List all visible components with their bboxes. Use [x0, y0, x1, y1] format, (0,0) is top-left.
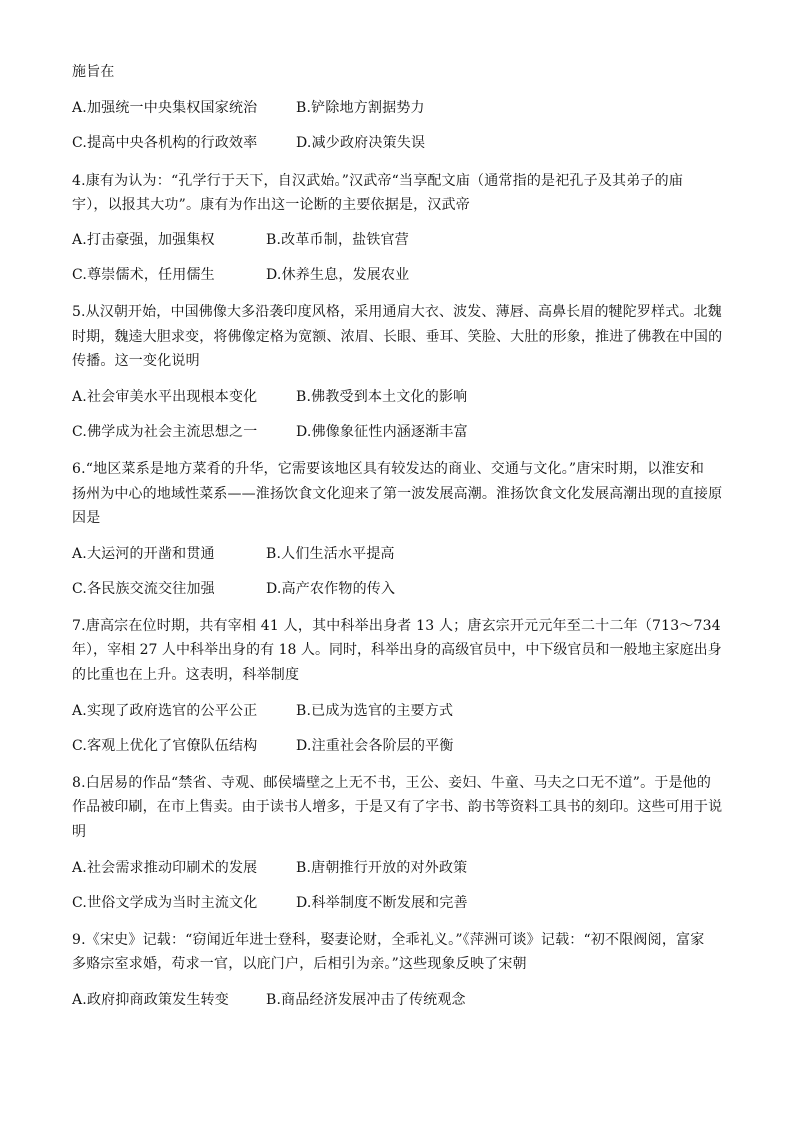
q3-stem-tail: 施旨在 — [72, 64, 115, 80]
q6-option-b[interactable]: B.人们生活水平提高 — [266, 546, 395, 562]
q4-option-a[interactable]: A.打击豪强，加强集权 — [72, 232, 215, 248]
q3-option-a[interactable]: A.加强统一中央集权国家统治 — [72, 100, 258, 116]
q4-stem-line-1: 4.康有为认为：“孔学行于天下，自汉武始。”汉武帝“当享配文庙（通常指的是祀孔子及其弟子的庙 — [72, 173, 684, 189]
q5-stem-line-3: 传播。这一变化说明 — [72, 353, 200, 369]
q9-option-a[interactable]: A.政府抑商政策发生转变 — [72, 992, 229, 1008]
q5-option-c[interactable]: C.佛学成为社会主流思想之一 — [72, 424, 258, 440]
q8-option-d[interactable]: D.科举制度不断发展和完善 — [296, 895, 468, 911]
q3-option-c[interactable]: C.提高中央各机构的行政效率 — [72, 135, 258, 151]
q4-stem-line-2: 宇），以报其大功”。康有为作出这一论断的主要依据是，汉武帝 — [72, 197, 470, 213]
q8-stem-line-1: 8.白居易的作品“禁省、寺观、邮侯墙壁之上无不书，王公、妾妇、牛童、马夫之口无不道”。于是他的 — [72, 775, 712, 791]
q9-option-b[interactable]: B.商品经济发展冲击了传统观念 — [266, 992, 466, 1008]
q8-stem-line-2: 作品被印刷，在市上售卖。由于读书人增多，于是又有了字书、韵书等资料工具书的刻印。这些可用于说 — [72, 799, 723, 815]
q6-option-a[interactable]: A.大运河的开凿和贯通 — [72, 546, 215, 562]
q9-stem-line-2: 多赂宗室求婚，苟求一官，以庇门户，后相引为亲。”这些现象反映了宋朝 — [72, 956, 527, 972]
q7-option-d[interactable]: D.注重社会各阶层的平衡 — [296, 738, 454, 754]
q7-option-c[interactable]: C.客观上优化了官僚队伍结构 — [72, 738, 258, 754]
q7-option-a[interactable]: A.实现了政府选官的公平公正 — [72, 703, 258, 719]
q6-option-c[interactable]: C.各民族交流交往加强 — [72, 581, 215, 597]
q5-stem-line-2: 时期，魏逵大胆求变，将佛像定格为宽额、浓眉、长眼、垂耳、笑脸、大肚的形象，推进了佛教在中国的 — [72, 329, 723, 345]
q6-stem-line-3: 因是 — [72, 510, 101, 526]
q8-stem-line-3: 明 — [72, 824, 87, 840]
q3-option-b[interactable]: B.铲除地方割据势力 — [296, 100, 425, 116]
q4-option-d[interactable]: D.休养生息，发展农业 — [266, 267, 410, 283]
q5-option-d[interactable]: D.佛像象征性内涵逐渐丰富 — [296, 424, 468, 440]
q7-stem-line-2: 年），宰相 27 人中科举出身的有 18 人。同时，科举出身的高级官员中，中下级官员和一般地主家庭出身 — [72, 642, 722, 658]
q7-stem-line-3: 的比重也在上升。这表明，科举制度 — [72, 667, 300, 683]
q5-option-a[interactable]: A.社会审美水平出现根本变化 — [72, 389, 258, 405]
q7-stem-line-1: 7.唐高宗在位时期，共有宰相 41 人，其中科举出身者 13 人；唐玄宗开元元年至二十二年（713～734 — [72, 618, 721, 634]
q5-option-b[interactable]: B.佛教受到本土文化的影响 — [296, 389, 468, 405]
q6-stem-line-1: 6.“地区菜系是地方菜肴的升华，它需要该地区具有较发达的商业、交通与文化。”唐宋时期，以淮安和 — [72, 461, 705, 477]
q4-option-b[interactable]: B.改革币制，盐铁官营 — [266, 232, 409, 248]
q6-stem-line-2: 扬州为中心的地域性菜系——淮扬饮食文化迎来了第一波发展高潮。淮扬饮食文化发展高潮出现的直接原 — [72, 486, 723, 502]
q3-option-d[interactable]: D.减少政府决策失误 — [296, 135, 426, 151]
q7-option-b[interactable]: B.已成为选官的主要方式 — [296, 703, 454, 719]
q5-stem-line-1: 5.从汉朝开始，中国佛像大多沿袭印度风格，采用通肩大衣、波发、薄唇、高鼻长眉的犍陀罗样式。北魏 — [72, 304, 722, 320]
q6-option-d[interactable]: D.高产农作物的传入 — [266, 581, 396, 597]
q8-option-b[interactable]: B.唐朝推行开放的对外政策 — [296, 860, 468, 876]
q8-option-c[interactable]: C.世俗文学成为当时主流文化 — [72, 895, 258, 911]
q8-option-a[interactable]: A.社会需求推动印刷术的发展 — [72, 860, 258, 876]
q4-option-c[interactable]: C.尊崇儒术，任用儒生 — [72, 267, 215, 283]
q9-stem-line-1: 9.《宋史》记载：“窃闻近年进士登科，娶妻论财，全乖礼义。”《萍洲可谈》记载：“初不限阀阅，富家 — [72, 932, 705, 948]
